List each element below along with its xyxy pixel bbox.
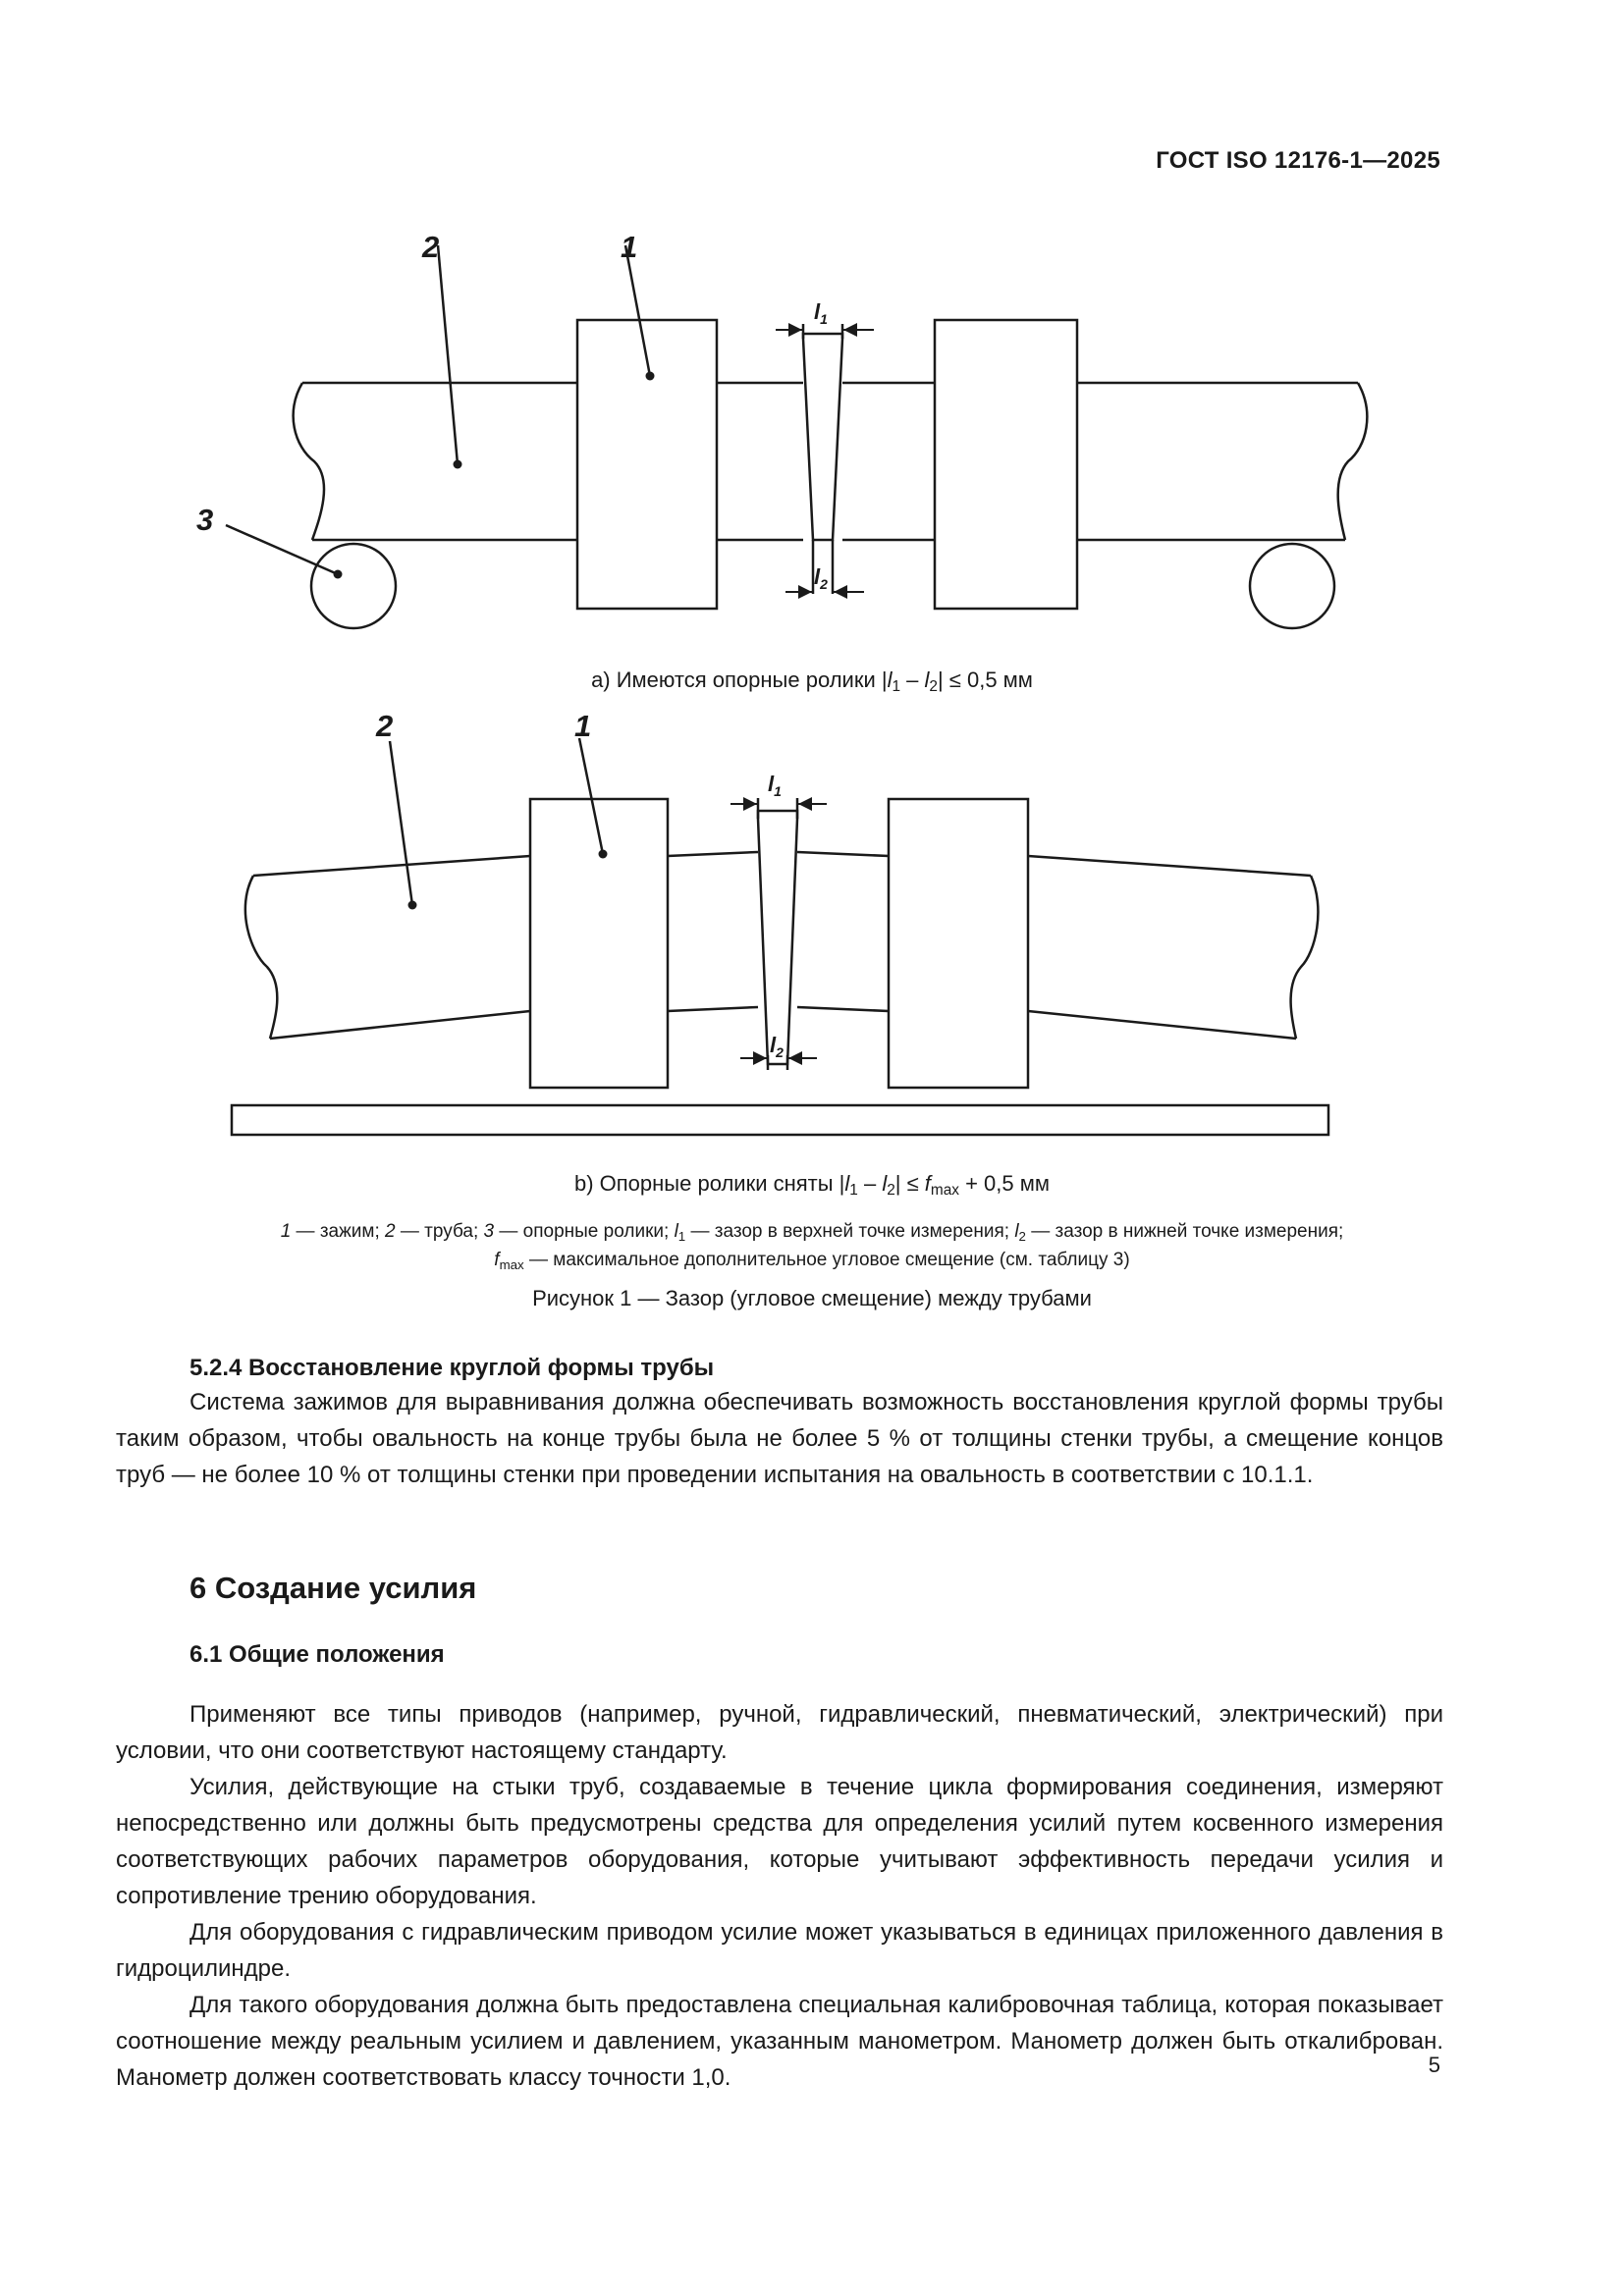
callout-1-a: 1 bbox=[621, 230, 638, 264]
pipe-left-b bbox=[245, 856, 530, 1039]
gap-label-l1-b: $l_1$ bbox=[768, 772, 782, 799]
clamp-right-b bbox=[889, 799, 1028, 1088]
figure-title: Рисунок 1 — Зазор (угловое смещение) между трубами bbox=[532, 1286, 1092, 1310]
section-5-2-4-text: Система зажимов для выравнивания должна обеспечивать возможность восстановления круглой формы трубы таким образом, чтобы овальность на конце трубы была не более 5 % от толщины стенки трубы, а смещение концов труб — не более 10 % от толщины стенки при проведении испытания на овальность в соответствии с 10.1.1. bbox=[116, 1389, 1443, 1488]
support-rail-b bbox=[232, 1105, 1328, 1135]
callout-2-a: 2 bbox=[422, 230, 440, 264]
callout-3-a: 3 bbox=[196, 503, 214, 537]
gap-wedge-a bbox=[803, 334, 842, 540]
roller-right-a bbox=[1250, 544, 1334, 628]
document-id-header: ГОСТ ISO 12176-1—2025 bbox=[1156, 147, 1440, 174]
pipe-right-b bbox=[1028, 856, 1318, 1039]
gap-wedge-b bbox=[758, 811, 797, 1064]
callout-2-b: 2 bbox=[376, 709, 394, 743]
section-6-1-paragraph-4: Для такого оборудования должна быть предоставлена специальная калибровочная таблица, которая показывает соотношение между реальным усилием и давлением, указанным манометром. Манометр должен быть откалиброван. Манометр должен соответствовать классу точности 1,0. bbox=[116, 1992, 1443, 2091]
page-number: 5 bbox=[1428, 2053, 1440, 2077]
pipe-left-a bbox=[294, 383, 577, 540]
section-6-1-heading: 6.1 Общие положения bbox=[189, 1641, 445, 1668]
caption-a: a) Имеются опорные ролики $|l_1 - l_2| \le 0,5$ мм bbox=[591, 667, 1033, 695]
clamp-left-b bbox=[530, 799, 668, 1088]
section-6-1-paragraph-3: Для оборудования с гидравлическим приводом усилие может указываться в единицах приложенного давления в гидроцилиндре. bbox=[116, 1919, 1443, 1982]
section-5-2-4-heading: 5.2.4 Восстановление круглой формы трубы bbox=[189, 1355, 715, 1381]
section-6-heading: 6 Создание усилия bbox=[189, 1571, 477, 1605]
section-6-1-paragraph-1: Применяют все типы приводов (например, ручной, гидравлический, пневматический, электрический) при условии, что они соответствуют настоящему стандарту. bbox=[116, 1701, 1443, 1764]
diagram-a bbox=[226, 245, 1367, 628]
caption-b: b) Опорные ролики сняты $|l_1 - l_2| \le f_{max} + 0,5$ мм bbox=[573, 1171, 1051, 1199]
gap-label-l2-b: $l_2$ bbox=[770, 1033, 784, 1060]
figure-legend: 1 — зажим; 2 — труба; 3 — опорные ролики; $l_1$ — зазор в верхней точке измерения; $l_2$ — зазор в нижней точке измерения; $f_{max}$ — максимальное дополнительное угловое смещение (см. таблицу 3) bbox=[280, 1221, 1344, 1272]
gap-label-l2-a: $l_2$ bbox=[814, 564, 828, 592]
pipe-right-a bbox=[1077, 383, 1367, 540]
section-6-1-paragraph-2: Усилия, действующие на стыки труб, создаваемые в течение цикла формирования соединения, измеряют непосредственно или должны быть предусмотрены средства для определения усилий путем косвенного измерения соответствующих рабочих параметров оборудования, которые учитывают эффективность передачи усилия и сопротивление трению оборудования. bbox=[116, 1774, 1443, 1909]
callout-1-b: 1 bbox=[574, 709, 592, 743]
clamp-right-a bbox=[935, 320, 1077, 609]
gap-label-l1-a: $l_1$ bbox=[814, 299, 828, 327]
roller-left-a bbox=[311, 544, 396, 628]
